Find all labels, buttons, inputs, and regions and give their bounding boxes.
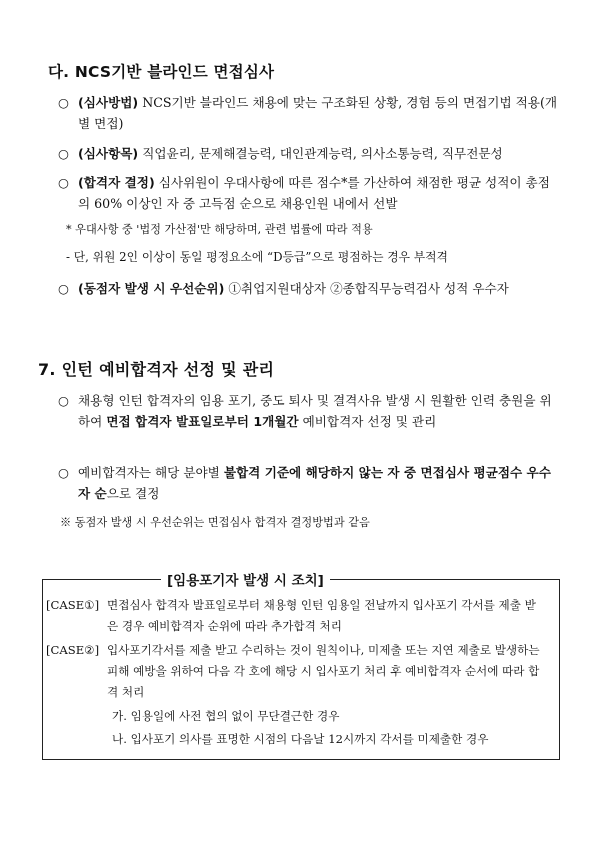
note-disqualification: - 단, 위원 2인 이상이 동일 평정요소에 “D등급”으로 평점하는 경우 부적격 (66, 250, 448, 264)
circle-bullet-icon: ○ (58, 146, 69, 161)
item-label: (심사방법) (78, 95, 139, 110)
list-item-criteria (58, 143, 558, 164)
item-body-pre: 예비합격자는 해당 분야별 (78, 465, 224, 480)
section-heading-interview: 다. NCS기반 블라인드 면접심사 (48, 63, 275, 81)
item-label: (합격자 결정) (78, 175, 155, 190)
circle-bullet-icon: ○ (58, 175, 69, 190)
case2-sub-na: 나. 입사포기 의사를 표명한 시점의 다음날 12시까지 각서를 미제출한 경우 (112, 732, 489, 746)
item-text (58, 172, 558, 214)
item-body-pre: 채용형 인턴 합격자의 임용 포기, 중도 퇴사 및 결격사유 발생 시 원활한 인력 충원을 위하여 (78, 393, 552, 429)
case1-text: 면접심사 합격자 발표일로부터 채용형 인턴 임용일 전날까지 입사포기 각서를 제출 받은 경우 예비합격자 순위에 따라 추가합격 처리 (107, 598, 536, 633)
item-body: 심사위원이 우대사항에 따른 점수*를 가산하여 채점한 평균 성적이 총점의 60% 이상인 자 중 고득점 순으로 채용인원 내에서 선발 (78, 175, 550, 211)
item-label: (심사항목) (78, 146, 139, 161)
item-body-post: 으로 결정 (106, 486, 160, 501)
item-label: (동점자 발생 시 우선순위) (78, 281, 225, 296)
circle-bullet-icon: ○ (58, 465, 69, 480)
item-text (58, 462, 558, 504)
footnote-preference: * 우대사항 중 '법정 가산점'만 해당하며, 관련 법률에 따라 적용 (66, 223, 373, 236)
case2-text: 입사포기각서를 제출 받고 수리하는 것이 원칙이나, 미제출 또는 지연 제출로 발생하는 피해 예방을 위하여 다음 각 호에 해당 시 입사포기 처리 후 예비합격자 순서에 따라 합격 처리 (107, 643, 540, 699)
list-item-method (58, 92, 558, 134)
circle-bullet-icon: ○ (58, 393, 69, 408)
case1-label: [CASE①] (46, 598, 100, 612)
item-emphasis: 불합격 기준에 해당하지 않는 자 중 면접심사 평균점수 우수자 순 (78, 465, 551, 501)
item-body: 직업윤리, 문제해결능력, 대인관계능력, 의사소통능력, 직무전문성 (138, 146, 503, 161)
note-tie-break-reserve: ※ 동점자 발생 시 우선순위는 면접심사 합격자 결정방법과 같음 (60, 516, 370, 529)
circle-bullet-icon: ○ (58, 281, 69, 296)
notice-box-title: [임용포기자 발생 시 조치] (161, 569, 330, 589)
list-item-tie-break (58, 278, 558, 299)
item-text (58, 390, 558, 432)
item-body: NCS기반 블라인드 채용에 맞는 구조화된 상황, 경험 등의 면접기법 적용(개별 면접) (78, 95, 558, 131)
list-item-decision (58, 172, 558, 214)
item-emphasis: 면접 합격자 발표일로부터 1개월간 (106, 414, 299, 429)
circle-bullet-icon: ○ (58, 95, 69, 110)
list-item-reserve-purpose (58, 390, 558, 432)
case2-sub-ga: 가. 임용일에 사전 협의 없이 무단결근한 경우 (112, 709, 340, 723)
item-text (58, 278, 558, 299)
case2-label: [CASE②] (46, 643, 100, 657)
list-item-reserve-decision (58, 462, 558, 504)
section-heading-reserve: 7. 인턴 예비합격자 선정 및 관리 (38, 360, 275, 379)
item-text (58, 143, 558, 164)
item-body-post: 예비합격자 선정 및 관리 (298, 414, 437, 429)
item-body: ①취업지원대상자 ②종합직무능력검사 성적 우수자 (224, 281, 509, 296)
item-text (58, 92, 558, 134)
